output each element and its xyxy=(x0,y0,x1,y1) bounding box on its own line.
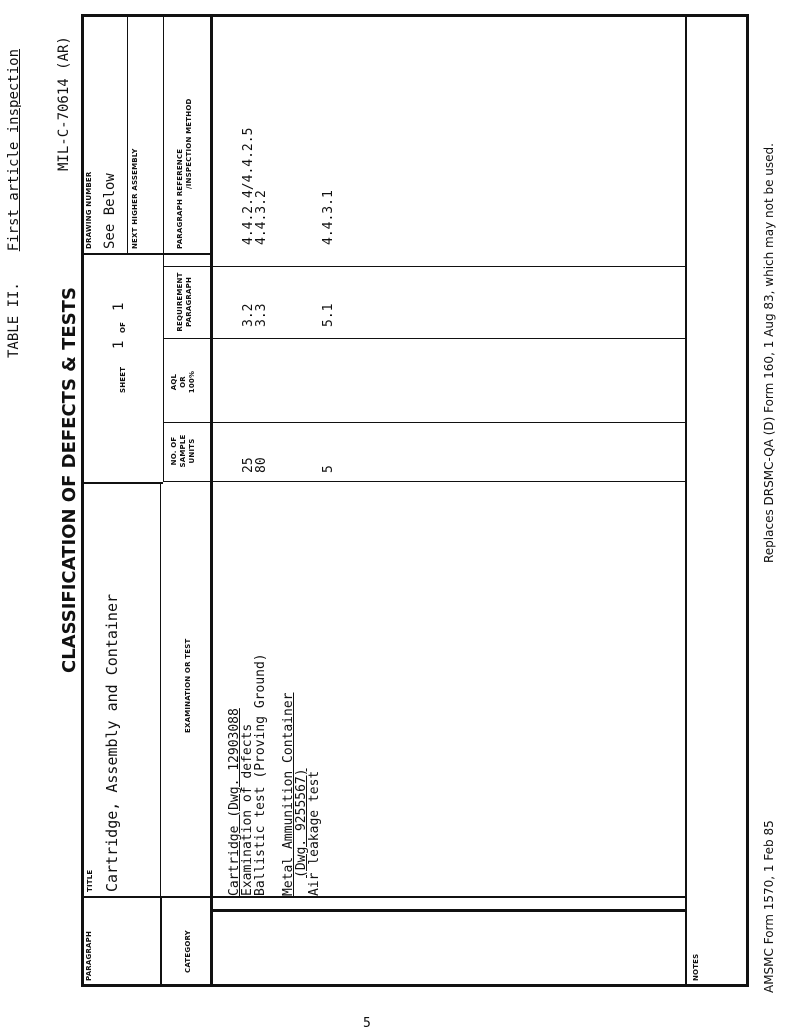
reference-cell: 4.4.3.2 xyxy=(254,190,269,245)
sheet-total: 1 xyxy=(111,302,127,311)
spec-number: MIL-C-70614 (AR) xyxy=(56,36,72,171)
requirement-cell: 3.2 xyxy=(241,303,256,327)
category-divider xyxy=(210,909,687,912)
notes-divider xyxy=(83,896,687,898)
group-heading: Metal Ammunition Container xyxy=(281,692,296,896)
form-title: CLASSIFICATION OF DEFECTS & TESTS xyxy=(59,287,80,673)
units-column xyxy=(242,457,335,473)
requirement-header-line: REQUIREMENT xyxy=(176,272,184,332)
notes-top-line xyxy=(685,14,687,987)
paragraph-reference-header xyxy=(176,99,194,249)
requirement-cell: 5.1 xyxy=(321,303,336,327)
requirement-header xyxy=(176,268,194,336)
requirement-cell: 3.3 xyxy=(254,303,269,327)
paragraph-row-line xyxy=(160,898,162,987)
header-bottom-line xyxy=(210,14,213,987)
next-higher-assembly-label: NEXT HIGHER ASSEMBLY xyxy=(131,148,139,249)
aql-req-divider xyxy=(163,338,687,339)
next-assembly-line xyxy=(127,14,128,255)
sample-units-header-line: NO. OF xyxy=(170,436,178,466)
examination-row: Ballistic test (Proving Ground) xyxy=(253,653,268,896)
aql-header xyxy=(170,357,197,407)
exam-units-divider xyxy=(163,422,687,423)
title-bottom-line xyxy=(160,482,161,896)
paragraph-reference-header-line: PARAGRAPH REFERENCE xyxy=(176,148,184,249)
aql-top-line xyxy=(163,255,164,482)
sample-units-header-line: UNITS xyxy=(188,438,196,464)
title-label: TITLE xyxy=(86,869,94,892)
paragraph-reference-header-line: /INSPECTION METHOD xyxy=(185,98,193,189)
reference-cell: 4.4.2.4/4.4.2.5 xyxy=(241,127,256,245)
drawing-number-label: DRAWING NUMBER xyxy=(85,171,93,249)
sheet-drawing-divider xyxy=(83,253,210,255)
table-caption xyxy=(6,49,22,358)
table-caption-prefix: TABLE II. xyxy=(6,282,22,358)
requirement-column xyxy=(242,304,335,327)
aql-header-line: OR xyxy=(179,376,187,388)
drawing-number-value: See Below xyxy=(102,173,118,249)
units-cell: 80 xyxy=(254,457,269,473)
notes-label: NOTES xyxy=(692,953,700,981)
sample-units-header xyxy=(170,425,197,477)
of-label: OF xyxy=(119,321,127,333)
footer-replaces: Replaces DRSMC-QA (D) Form 160, 1 Aug 83, which may not be used. xyxy=(762,143,776,563)
title-sheet-divider xyxy=(83,482,163,484)
group-heading: Cartridge (Dwg. 12903088 xyxy=(227,708,242,896)
footer-form: AMSMC Form 1570, 1 Feb 85 xyxy=(762,820,776,993)
units-aql-divider xyxy=(163,481,687,482)
category-header: CATEGORY xyxy=(184,930,192,973)
examination-column xyxy=(228,653,321,896)
reference-cell: 4.4.3.1 xyxy=(321,190,336,245)
units-cell: 25 xyxy=(241,457,256,473)
req-ref-divider xyxy=(163,266,687,267)
aql-header-line: 100% xyxy=(188,370,196,394)
examination-row: Air leakage test xyxy=(307,770,322,896)
units-cell: 5 xyxy=(321,465,336,473)
paragraph-label: PARAGRAPH xyxy=(85,930,93,981)
ref-header-top-line xyxy=(163,14,164,255)
sheet-label: SHEET xyxy=(119,366,127,393)
sample-units-header-line: SAMPLE xyxy=(179,434,187,468)
reference-column xyxy=(242,128,335,245)
examination-row: Examination of defects xyxy=(240,723,255,896)
title-value: Cartridge, Assembly and Container xyxy=(103,593,121,892)
table-caption-title: First article inspection xyxy=(6,48,22,252)
sheet-value: 1 xyxy=(111,340,127,349)
group-subheading: (Dwg. 9255567) xyxy=(294,768,309,878)
aql-header-line: AQL xyxy=(170,373,178,391)
page-number: 5 xyxy=(363,1016,371,1031)
requirement-header-line: PARAGRAPH xyxy=(185,276,193,328)
examination-header: EXAMINATION OR TEST xyxy=(184,638,192,733)
